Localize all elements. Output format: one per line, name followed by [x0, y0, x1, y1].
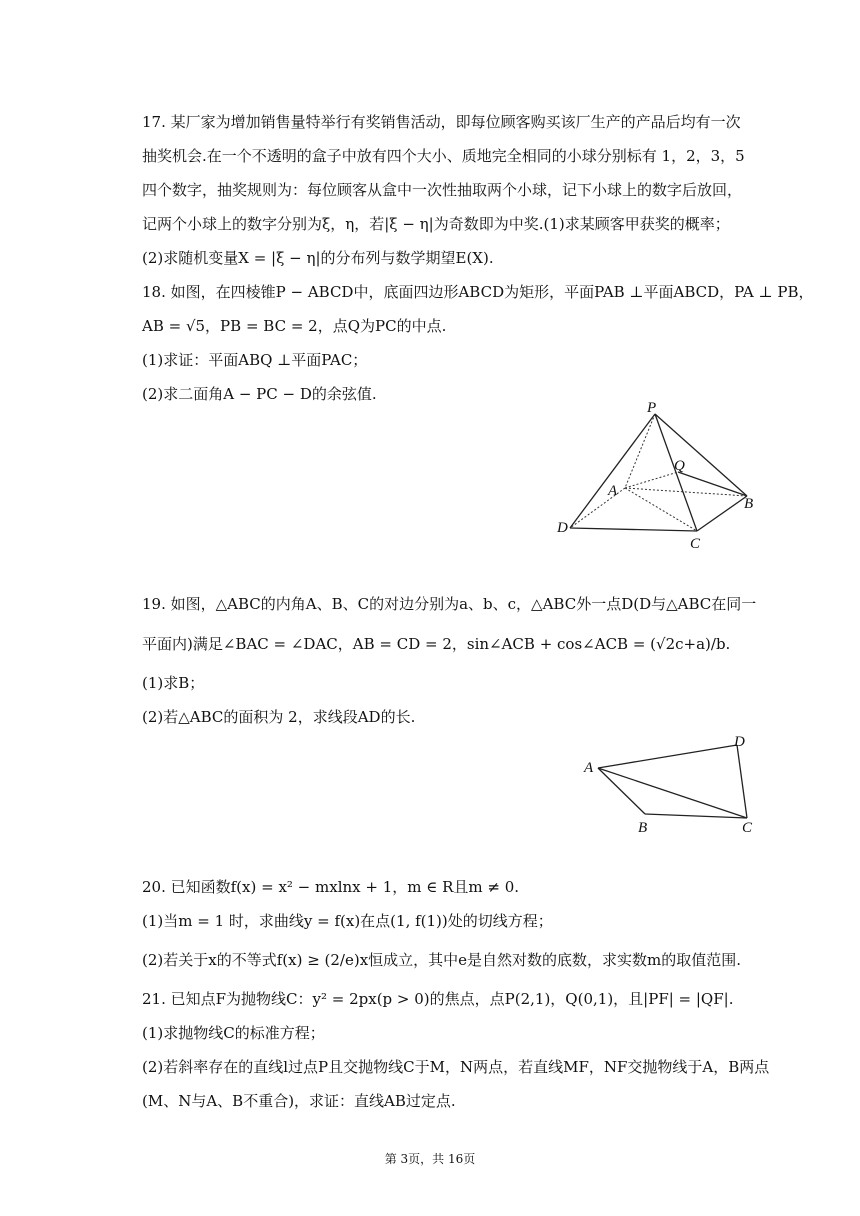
label-b: B [638, 820, 648, 836]
problem-20-line-1: 20. 已知函数f(x) = x² − mxlnx + 1，m ∈ R且m ≠ 0. [142, 878, 520, 896]
edge-pb [655, 414, 747, 496]
problem-18-line-1: 18. 如图，在四棱锥P − ABCD中，底面四边形ABCD为矩形，平面PAB ⊥平面ABCD，PA ⊥ PB， [142, 283, 814, 301]
edge-ac [598, 768, 747, 818]
problem-20-line-2: (1)当m = 1 时，求曲线y = f(x)在点(1, f(1))处的切线方程； [142, 912, 553, 930]
pyramid-figure [555, 400, 770, 555]
problem-17-line-2: 抽奖机会.在一个不透明的盒子中放有四个大小、质地完全相同的小球分别标有 1，2，3，5 [142, 147, 745, 165]
problem-19-line-4: (2)若△ABC的面积为 2，求线段AD的长. [142, 708, 416, 726]
label-c: C [742, 820, 753, 836]
label-p: P [647, 400, 657, 416]
label-d: D [734, 734, 745, 750]
problem-19-line-1: 19. 如图，△ABC的内角A、B、C的对边分别为a、b、c，△ABC外一点D(D与△ABC在同一 [142, 595, 757, 613]
problem-17-line-3: 四个数字，抽奖规则为：每位顾客从盒中一次性抽取两个小球，记下小球上的数字后放回， [142, 181, 743, 199]
problem-19-line-2: 平面内)满足∠BAC = ∠DAC，AB = CD = 2，sin∠ACB + cos∠ACB = (√2c+a)/b. [142, 635, 731, 653]
label-c: C [690, 536, 701, 552]
label-b: B [744, 496, 754, 512]
edge-cb [697, 496, 747, 531]
edge-pd [570, 414, 655, 528]
problem-21-line-2: (1)求抛物线C的标准方程； [142, 1024, 325, 1042]
label-a: A [584, 760, 594, 776]
problem-21-line-3: (2)若斜率存在的直线l过点P且交抛物线C于M，N两点，若直线MF，NF交抛物线于A，B两点 [142, 1058, 770, 1076]
label-a: A [608, 483, 618, 499]
problem-18-line-4: (2)求二面角A − PC − D的余弦值. [142, 385, 377, 403]
label-d: D [557, 520, 568, 536]
edge-ad [598, 745, 737, 768]
problem-17-line-5: (2)求随机变量X = |ξ − η|的分布列与数学期望E(X). [142, 249, 494, 267]
page-footer: 第 3页，共 16页 [384, 1152, 476, 1166]
problem-18-line-2: AB = √5，PB = BC = 2，点Q为PC的中点. [142, 317, 447, 335]
edge-ac [625, 488, 697, 531]
problem-19-line-3: (1)求B； [142, 674, 205, 692]
problem-17-line-1: 17. 某厂家为增加销售量特举行有奖销售活动，即每位顾客购买该厂生产的产品后均有一次 [142, 113, 741, 131]
edge-dc [737, 745, 747, 818]
edge-dc [570, 528, 697, 531]
edge-aq [625, 472, 678, 488]
problem-21-line-4: (M、N与A、B不重合)，求证：直线AB过定点. [142, 1092, 456, 1110]
edge-ab [598, 768, 645, 814]
edge-pa [625, 414, 655, 488]
edge-bc [645, 814, 747, 818]
problem-17-line-4: 记两个小球上的数字分别为ξ，η，若|ξ − η|为奇数即为中奖.(1)求某顾客甲获奖的概率； [142, 215, 730, 233]
problem-20-line-3: (2)若关于x的不等式f(x) ≥ (2/e)x恒成立，其中e是自然对数的底数，求实数m的取值范围. [142, 951, 742, 969]
edge-qb [678, 472, 747, 496]
problem-21-line-1: 21. 已知点F为抛物线C：y² = 2px(p > 0)的焦点，点P(2,1)，Q(0,1)，且|PF| = |QF|. [142, 990, 734, 1008]
problem-18-line-3: (1)求证：平面ABQ ⊥平面PAC； [142, 351, 368, 369]
quadrilateral-figure [580, 730, 760, 840]
label-q: Q [674, 458, 685, 474]
